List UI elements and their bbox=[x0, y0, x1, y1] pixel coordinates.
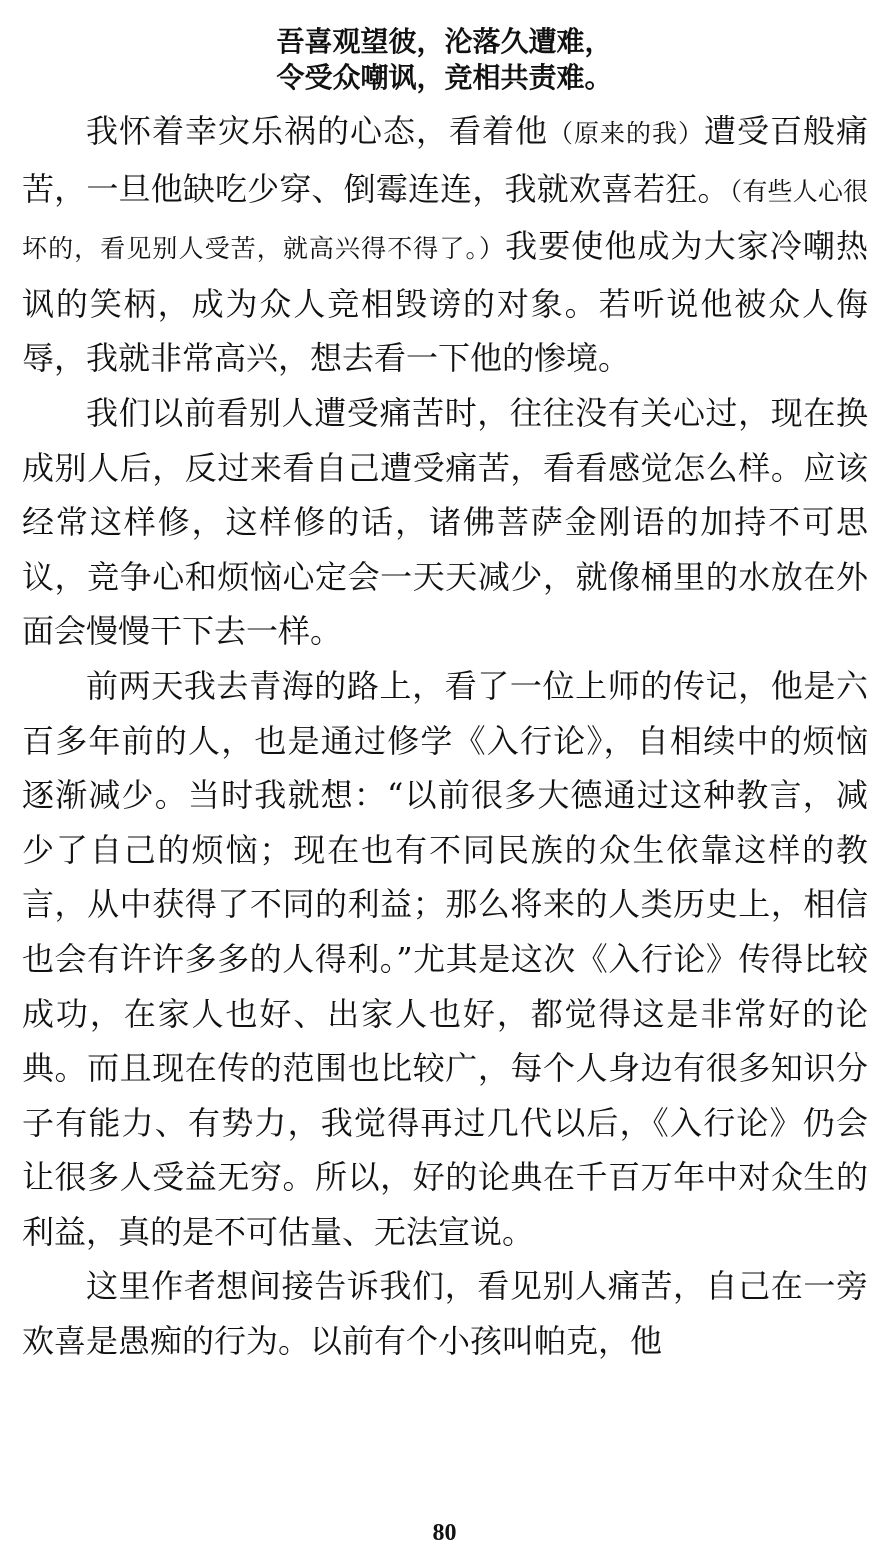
paragraph-1-text-b: 遭受百般痛苦，一旦他缺吃少穿、倒霉连连，我就欢喜若狂。 bbox=[22, 112, 868, 208]
paragraph-4: 这里作者想间接告诉我们，看见别人痛苦，自己在一旁欢喜是愚痴的行为。以前有个小孩叫帕克，他 bbox=[22, 1267, 868, 1361]
verse-line-2: 令受众嘲讽，竞相共责难。 bbox=[276, 61, 613, 94]
paragraph-1 bbox=[22, 104, 868, 386]
paragraph-1-text-c: 我要使他成为大家冷嘲热讽的笑柄，成为众人竞相毁谤的对象。若听说他被众人侮辱，我就非常高兴，想去看一下他的惨境。 bbox=[22, 227, 868, 378]
verse-line-1: 吾喜观望彼，沦落久遭难， bbox=[276, 25, 613, 58]
paragraph-2: 我们以前看别人遭受痛苦时，往往没有关心过，现在换成别人后，反过来看自己遭受痛苦，看看感觉怎么样。应该经常这样修，这样修的话，诸佛菩萨金刚语的加持不可思议，竞争心和烦恼心定会一天天减少，就像桶里的水放在外面会慢慢干下去一样。 bbox=[22, 393, 868, 651]
body-text bbox=[22, 104, 868, 1369]
paragraph-1-note-a: （原来的我） bbox=[547, 119, 704, 148]
page-number: 80 bbox=[432, 1520, 457, 1546]
paragraph-3: 前两天我去青海的路上，看了一位上师的传记，他是六百多年前的人，也是通过修学《入行论》，自相续中的烦恼逐渐减少。当时我就想：“以前很多大德通过这种教言，减少了自己的烦恼；现在也有不同民族的众生依靠这样的教言，从中获得了不同的利益；那么将来的人类历史上，相信也会有许许多多的人得利。”尤其是这次《入行论》传得比较成功，在家人也好、出家人也好，都觉得这是非常好的论典。而且现在传的范围也比较广，每个人身边有很多知识分子有能力、有势力，我觉得再过几代以后，《入行论》仍会让很多人受益无穷。所以，好的论典在千百万年中对众生的利益，真的是不可估量、无法宣说。 bbox=[22, 666, 868, 1251]
paragraph-1-text-a: 我怀着幸灾乐祸的心态，看着他 bbox=[86, 112, 548, 150]
paragraph-1-note-b: （有些人心很坏的，看见别人受苦，就高兴得不得了。） bbox=[22, 176, 868, 264]
